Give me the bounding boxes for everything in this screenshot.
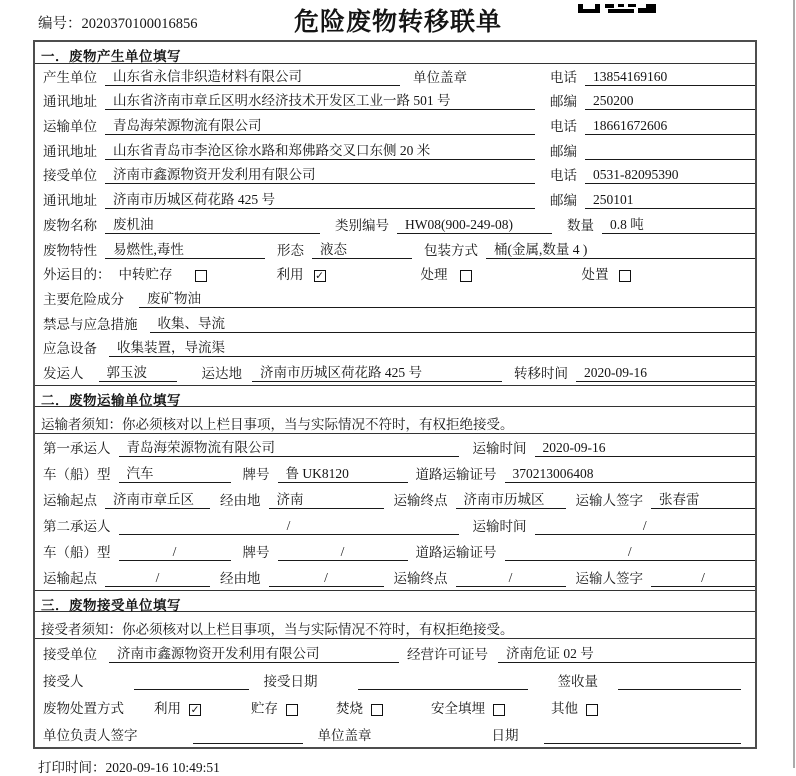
field-row-responsible-sign (35, 720, 755, 747)
transporter-notice: 运输者须知：你必须核对以上栏目事项，当与实际情况不符时，有权拒绝接受。 (35, 407, 755, 434)
print-time (0, 749, 796, 776)
shipper-value: 郭玉波 (99, 365, 177, 382)
waste-name-value: 废机油 (105, 217, 320, 234)
route1-sign-label: 运输人签字 (575, 492, 643, 508)
field-row-route1 (35, 486, 755, 512)
purpose-storage-checkbox (195, 270, 207, 282)
purpose-label: 外运目的： (43, 267, 111, 283)
equipment-label: 应急设备 (43, 341, 97, 357)
waste-code-value: HW08(900-249-08) (397, 217, 552, 234)
stamp-label: 单位盖章 (413, 69, 467, 85)
vehicle1-label: 车（船）型 (43, 466, 111, 482)
carrier1-label: 第一承运人 (43, 440, 111, 456)
field-row-carrier1 (35, 434, 755, 460)
route2-sign-label: 运输人签字 (575, 570, 643, 586)
carrier2-time-value: / (535, 518, 756, 535)
vehicle2-plate-value: / (278, 544, 408, 561)
transporter-address-value: 山东省青岛市李沧区徐水路和郑佛路交叉口东侧 20 米 (105, 143, 535, 160)
waste-form-label: 形态 (277, 242, 304, 258)
purpose-option-treat-label: 处理 (420, 267, 448, 283)
receiver-zip-label: 邮编 (550, 193, 577, 209)
field-row-emergency-equipment (35, 336, 755, 361)
disposal-store-label: 贮存 (251, 700, 278, 716)
field-row-carrier2 (35, 512, 755, 538)
acceptor-value (134, 673, 249, 690)
route1-start-value: 济南市章丘区 (105, 492, 210, 509)
transporter-label: 运输单位 (43, 119, 97, 135)
purpose-treat-checkbox (460, 270, 472, 282)
purpose-use-checkbox: ✓ (315, 270, 324, 283)
accept-unit-label: 接受单位 (43, 646, 97, 662)
field-row-transfer-purpose (35, 262, 755, 287)
carrier1-time-value: 2020-09-16 (535, 440, 756, 457)
section1-title: 一．废物产生单位填写 (35, 42, 755, 64)
purpose-option-use-label: 利用 (276, 267, 304, 283)
waste-form-value: 液态 (312, 242, 412, 259)
signed-qty-value (618, 673, 741, 690)
serial-value: 2020370100016856 (81, 16, 198, 32)
page-title: 危险废物转移联单 (293, 9, 502, 36)
purpose-option-storage-label: 中转贮存 (118, 267, 173, 283)
accept-date-label: 接受日期 (263, 673, 318, 689)
disposal-landfill-label: 安全填埋 (431, 700, 485, 716)
waste-qty-label: 数量 (567, 217, 594, 233)
disposal-store-checkbox (286, 704, 298, 716)
field-row-disposal-method (35, 693, 755, 720)
section2-title: 二．废物运输单位填写 (35, 385, 755, 407)
serial-label: 编号： (38, 16, 82, 32)
vehicle1-plate-value: 鲁 UK8120 (278, 466, 408, 483)
receiver-label: 接受单位 (43, 168, 97, 184)
sign-date-value (544, 727, 742, 744)
disposal-burn-checkbox (371, 704, 383, 716)
taboo-value: 收集、导流 (150, 316, 756, 333)
transporter-phone-value: 18661672606 (585, 118, 755, 135)
route1-via-label: 经由地 (220, 492, 261, 508)
print-time-value: 2020-09-16 10:49:51 (105, 759, 220, 775)
route1-start-label: 运输起点 (43, 492, 97, 508)
producer-zip-label: 邮编 (550, 94, 577, 110)
receiver-value: 济南市鑫源物资开发利用有限公司 (105, 167, 535, 184)
transfer-manifest-form (33, 40, 757, 749)
shipper-dest-label: 运达地 (201, 365, 242, 381)
producer-address-value: 山东省济南市章丘区明水经济技术开发区工业一路 501 号 (105, 93, 535, 110)
producer-address-label: 通讯地址 (43, 94, 97, 110)
field-row-accept-unit (35, 639, 755, 666)
receiver-address-value: 济南市历城区荷花路 425 号 (105, 192, 535, 209)
license-label: 经营许可证号 (407, 646, 488, 662)
carrier1-value: 青岛海荣源物流有限公司 (119, 440, 459, 457)
waste-qty-value: 0.8 吨 (602, 217, 755, 234)
responsible-sign-value (193, 727, 303, 744)
field-row-vehicle1 (35, 460, 755, 486)
qr-code-partial-icon (578, 0, 656, 9)
carrier2-time-label: 运输时间 (472, 518, 527, 534)
transporter-zip-label: 邮编 (550, 143, 577, 159)
vehicle2-value: / (119, 544, 231, 561)
section3-title: 三．废物接受单位填写 (35, 590, 755, 612)
transporter-zip-value (585, 143, 755, 160)
vehicle2-permit-value: / (505, 544, 756, 561)
waste-pack-value: 桶(金属,数量 4 ) (486, 242, 755, 259)
route2-start-value: / (105, 570, 210, 587)
carrier2-label: 第二承运人 (43, 518, 111, 534)
route2-end-label: 运输终点 (393, 570, 448, 586)
disposal-label: 废物处置方式 (43, 700, 124, 716)
field-row-receiver-address (35, 187, 755, 212)
field-row-shipper (35, 360, 755, 385)
unit-stamp-label: 单位盖章 (317, 727, 372, 743)
route2-end-value: / (456, 570, 566, 587)
field-row-waste-properties (35, 237, 755, 262)
disposal-other-label: 其他 (551, 700, 578, 716)
shipper-label: 发运人 (43, 365, 84, 381)
waste-name-label: 废物名称 (43, 217, 97, 233)
sign-date-label: 日期 (491, 727, 519, 743)
field-row-producer (35, 64, 755, 89)
transfer-time-label: 转移时间 (514, 365, 568, 381)
producer-value: 山东省永信非织造材料有限公司 (105, 69, 400, 86)
acceptor-label: 接受人 (43, 673, 84, 689)
vehicle1-permit-value: 370213006408 (505, 466, 756, 483)
signed-qty-label: 签收量 (557, 673, 598, 689)
carrier2-value: / (119, 518, 459, 535)
vehicle2-plate-label: 牌号 (242, 544, 270, 560)
purpose-dispose-checkbox (619, 270, 631, 282)
accept-unit-value: 济南市鑫源物资开发利用有限公司 (109, 646, 399, 663)
accept-date-value (358, 673, 528, 690)
waste-pack-label: 包装方式 (424, 242, 478, 258)
route2-sign-value: / (651, 570, 755, 587)
carrier1-time-label: 运输时间 (472, 440, 527, 456)
field-row-route2 (35, 564, 755, 590)
field-row-vehicle2 (35, 538, 755, 564)
document-header (0, 0, 796, 40)
hazard-value: 废矿物油 (139, 291, 755, 308)
field-row-hazard-component (35, 286, 755, 311)
waste-code-label: 类别编号 (335, 217, 389, 233)
field-row-producer-address (35, 89, 755, 114)
route1-end-label: 运输终点 (393, 492, 448, 508)
disposal-other-checkbox (586, 704, 598, 716)
hazard-label: 主要危险成分 (43, 291, 124, 307)
print-time-label: 打印时间： (38, 759, 106, 775)
field-row-transporter-address (35, 138, 755, 163)
vehicle1-plate-label: 牌号 (242, 466, 270, 482)
transporter-address-label: 通讯地址 (43, 143, 97, 159)
route1-sign-value: 张春雷 (651, 492, 755, 509)
route2-via-label: 经由地 (220, 570, 261, 586)
producer-phone-value: 13854169160 (585, 69, 755, 86)
receiver-address-label: 通讯地址 (43, 193, 97, 209)
disposal-use-label: 利用 (154, 700, 181, 716)
license-value: 济南危证 02 号 (498, 646, 755, 663)
producer-phone-label: 电话 (550, 69, 577, 85)
responsible-sign-label: 单位负责人签字 (43, 727, 138, 743)
vehicle1-value: 汽车 (119, 466, 231, 483)
window-right-edge (793, 0, 795, 768)
shipper-dest-value: 济南市历城区荷花路 425 号 (252, 365, 502, 382)
transporter-phone-label: 电话 (550, 119, 577, 135)
transporter-value: 青岛海荣源物流有限公司 (105, 118, 535, 135)
receiver-zip-value: 250101 (585, 192, 755, 209)
purpose-option-dispose-label: 处置 (581, 267, 609, 283)
acceptor-notice: 接受者须知：你必须核对以上栏目事项，当与实际情况不符时，有权拒绝接受。 (35, 612, 755, 639)
vehicle2-label: 车（船）型 (43, 544, 111, 560)
taboo-label: 禁忌与应急措施 (43, 316, 138, 332)
receiver-phone-value: 0531-82095390 (585, 167, 755, 184)
field-row-transporter (35, 113, 755, 138)
waste-prop-value: 易燃性,毒性 (105, 242, 265, 259)
vehicle1-permit-label: 道路运输证号 (415, 466, 497, 482)
producer-label: 产生单位 (43, 69, 97, 85)
vehicle2-permit-label: 道路运输证号 (415, 544, 497, 560)
transfer-time-value: 2020-09-16 (576, 365, 755, 382)
field-row-taboo-measures (35, 311, 755, 336)
field-row-waste-name (35, 212, 755, 237)
route1-via-value: 济南 (269, 492, 384, 509)
field-row-receiver (35, 163, 755, 188)
field-row-acceptor (35, 666, 755, 693)
route2-via-value: / (269, 570, 384, 587)
disposal-landfill-checkbox (493, 704, 505, 716)
disposal-use-checkbox: ✓ (190, 703, 200, 716)
route1-end-value: 济南市历城区 (456, 492, 566, 509)
waste-prop-label: 废物特性 (43, 242, 97, 258)
route2-start-label: 运输起点 (43, 570, 97, 586)
producer-zip-value: 250200 (585, 93, 755, 110)
receiver-phone-label: 电话 (550, 168, 577, 184)
disposal-burn-label: 焚烧 (336, 700, 363, 716)
equipment-value: 收集装置，导流渠 (109, 340, 755, 357)
